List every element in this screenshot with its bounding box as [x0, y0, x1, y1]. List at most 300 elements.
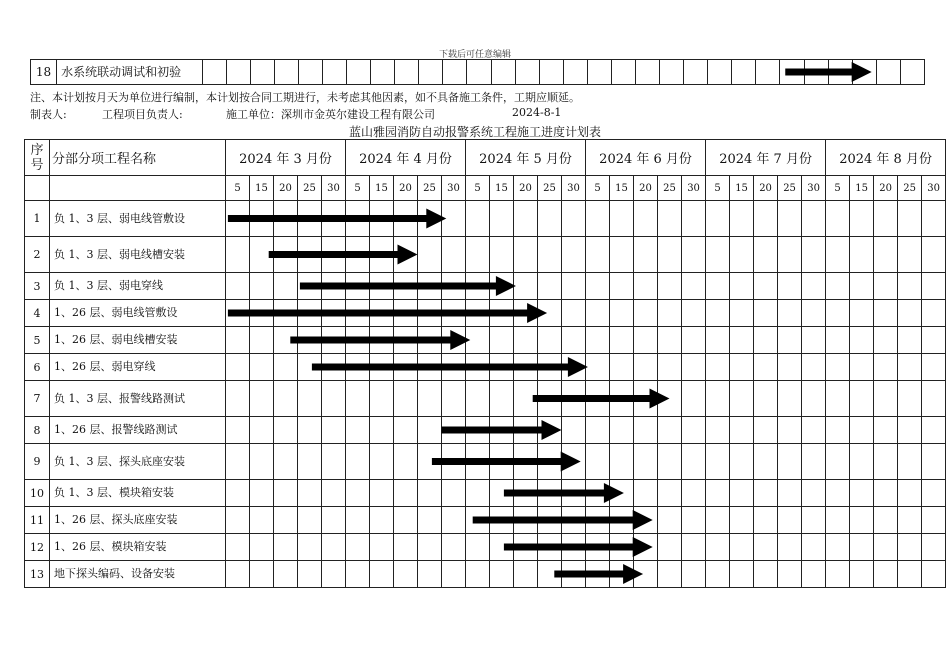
schedule-cell	[850, 534, 874, 561]
schedule-cell	[778, 507, 802, 534]
schedule-cell	[538, 417, 562, 444]
schedule-cell	[586, 480, 610, 507]
schedule-cell	[658, 201, 682, 237]
schedule-cell	[922, 561, 946, 588]
schedule-cell	[418, 354, 442, 381]
schedule-cell	[850, 507, 874, 534]
schedule-cell	[394, 201, 418, 237]
schedule-cell	[826, 381, 850, 417]
schedule-cell	[298, 237, 322, 273]
schedule-cell	[298, 507, 322, 534]
schedule-cell	[850, 237, 874, 273]
schedule-cell	[226, 561, 250, 588]
schedule-cell	[874, 237, 898, 273]
schedule-cell	[898, 300, 922, 327]
schedule-cell	[898, 534, 922, 561]
schedule-cell	[298, 327, 322, 354]
schedule-cell	[514, 561, 538, 588]
schedule-cell	[250, 60, 274, 85]
schedule-cell	[562, 534, 586, 561]
schedule-cell	[442, 354, 466, 381]
schedule-cell	[780, 60, 804, 85]
construction-unit: 施工单位：深圳市金英尔建设工程有限公司	[226, 108, 435, 121]
task-name: 负 1、3 层、模块箱安装	[50, 480, 226, 507]
schedule-cell	[610, 273, 634, 300]
table-row	[25, 444, 946, 480]
schedule-cell	[898, 381, 922, 417]
table-row	[25, 237, 946, 273]
schedule-cell	[634, 354, 658, 381]
schedule-cell	[250, 354, 274, 381]
schedule-cell	[778, 480, 802, 507]
schedule-cell	[634, 237, 658, 273]
schedule-cell	[442, 561, 466, 588]
schedule-cell	[586, 354, 610, 381]
schedule-cell	[634, 534, 658, 561]
schedule-cell	[658, 507, 682, 534]
schedule-cell	[586, 381, 610, 417]
schedule-cell	[562, 381, 586, 417]
schedule-cell	[898, 480, 922, 507]
schedule-cell	[490, 300, 514, 327]
schedule-cell	[514, 201, 538, 237]
schedule-cell	[418, 237, 442, 273]
schedule-cell	[852, 60, 876, 85]
schedule-cell	[562, 327, 586, 354]
schedule-cell	[514, 354, 538, 381]
schedule-cell	[442, 381, 466, 417]
schedule-cell	[874, 480, 898, 507]
schedule-cell	[778, 534, 802, 561]
schedule-cell	[660, 60, 684, 85]
schedule-cell	[706, 561, 730, 588]
schedule-cell	[706, 480, 730, 507]
schedule-cell	[730, 354, 754, 381]
month-header: 2024 年 3 月份	[226, 140, 346, 176]
schedule-cell	[802, 273, 826, 300]
table-row	[25, 561, 946, 588]
schedule-cell	[298, 444, 322, 480]
schedule-cell	[756, 60, 780, 85]
schedule-cell	[394, 534, 418, 561]
schedule-cell	[634, 273, 658, 300]
schedule-cell	[754, 534, 778, 561]
task-name: 负 1、3 层、探头底座安装	[50, 444, 226, 480]
schedule-cell	[922, 381, 946, 417]
schedule-cell	[418, 444, 442, 480]
task-name: 水系统联动调试和初验	[57, 60, 202, 85]
schedule-cell	[754, 417, 778, 444]
schedule-cell	[562, 507, 586, 534]
schedule-cell	[202, 60, 226, 85]
schedule-cell	[418, 417, 442, 444]
schedule-cell	[322, 417, 346, 444]
schedule-cell	[322, 480, 346, 507]
schedule-cell	[274, 534, 298, 561]
schedule-cell	[610, 237, 634, 273]
schedule-cell	[802, 300, 826, 327]
schedule-cell	[754, 201, 778, 237]
schedule-cell	[346, 300, 370, 327]
schedule-cell	[610, 534, 634, 561]
schedule-cell	[515, 60, 539, 85]
schedule-cell	[514, 327, 538, 354]
schedule-cell	[802, 237, 826, 273]
schedule-cell	[658, 561, 682, 588]
schedule-cell	[922, 237, 946, 273]
schedule-cell	[466, 381, 490, 417]
schedule-cell	[538, 354, 562, 381]
schedule-cell	[298, 417, 322, 444]
schedule-cell	[490, 201, 514, 237]
schedule-cell	[610, 354, 634, 381]
schedule-cell	[442, 444, 466, 480]
day-header: 20	[274, 176, 298, 201]
task-name: 负 1、3 层、弱电线管敷设	[50, 201, 226, 237]
schedule-cell	[850, 480, 874, 507]
schedule-cell	[226, 354, 250, 381]
continuation-row-table	[30, 59, 925, 85]
schedule-cell	[371, 60, 395, 85]
schedule-cell	[346, 237, 370, 273]
schedule-cell	[778, 381, 802, 417]
schedule-cell	[346, 444, 370, 480]
number-header: 序号	[25, 140, 50, 176]
schedule-cell	[658, 273, 682, 300]
schedule-cell	[706, 273, 730, 300]
schedule-cell	[586, 507, 610, 534]
day-header: 30	[562, 176, 586, 201]
schedule-cell	[394, 444, 418, 480]
schedule-table	[24, 139, 946, 588]
schedule-cell	[900, 60, 924, 85]
schedule-cell	[346, 507, 370, 534]
task-name: 负 1、3 层、弱电线槽安装	[50, 237, 226, 273]
schedule-cell	[610, 561, 634, 588]
schedule-cell	[802, 381, 826, 417]
day-header: 30	[922, 176, 946, 201]
row-number: 12	[25, 534, 50, 561]
day-header: 25	[298, 176, 322, 201]
row-number: 13	[25, 561, 50, 588]
schedule-cell	[226, 237, 250, 273]
month-header: 2024 年 5 月份	[466, 140, 586, 176]
schedule-cell	[539, 60, 563, 85]
schedule-cell	[442, 237, 466, 273]
schedule-cell	[442, 300, 466, 327]
schedule-cell	[682, 534, 706, 561]
table-row	[31, 60, 925, 85]
schedule-cell	[370, 300, 394, 327]
schedule-cell	[682, 354, 706, 381]
schedule-cell	[419, 60, 443, 85]
row-number: 2	[25, 237, 50, 273]
schedule-cell	[850, 300, 874, 327]
schedule-cell	[274, 60, 298, 85]
day-header: 5	[826, 176, 850, 201]
schedule-cell	[226, 201, 250, 237]
maker-label: 制表人:	[30, 108, 67, 121]
schedule-cell	[682, 201, 706, 237]
schedule-cell	[490, 417, 514, 444]
schedule-cell	[706, 237, 730, 273]
schedule-cell	[587, 60, 611, 85]
schedule-cell	[898, 507, 922, 534]
schedule-cell	[298, 534, 322, 561]
month-header: 2024 年 4 月份	[346, 140, 466, 176]
schedule-cell	[682, 273, 706, 300]
schedule-cell	[274, 417, 298, 444]
schedule-cell	[418, 327, 442, 354]
schedule-cell	[346, 480, 370, 507]
schedule-cell	[394, 480, 418, 507]
day-header: 25	[538, 176, 562, 201]
schedule-cell	[898, 354, 922, 381]
schedule-cell	[850, 273, 874, 300]
page-title: 蓝山雅园消防自动报警系统工程施工进度计划表	[348, 125, 601, 139]
schedule-cell	[826, 480, 850, 507]
schedule-cell	[610, 327, 634, 354]
task-name: 1、26 层、弱电线管敷设	[50, 300, 226, 327]
day-header: 15	[850, 176, 874, 201]
schedule-cell	[322, 354, 346, 381]
schedule-cell	[682, 417, 706, 444]
schedule-cell	[346, 561, 370, 588]
schedule-cell	[634, 444, 658, 480]
schedule-cell	[418, 534, 442, 561]
schedule-cell	[706, 300, 730, 327]
schedule-cell	[250, 273, 274, 300]
schedule-cell	[634, 561, 658, 588]
day-header: 30	[682, 176, 706, 201]
schedule-cell	[466, 201, 490, 237]
schedule-cell	[274, 444, 298, 480]
schedule-cell	[826, 507, 850, 534]
schedule-cell	[274, 237, 298, 273]
schedule-cell	[922, 273, 946, 300]
table-row	[25, 201, 946, 237]
schedule-cell	[874, 273, 898, 300]
schedule-cell	[730, 201, 754, 237]
schedule-cell	[538, 237, 562, 273]
schedule-cell	[442, 507, 466, 534]
schedule-cell	[754, 480, 778, 507]
day-header: 30	[442, 176, 466, 201]
schedule-cell	[611, 60, 635, 85]
schedule-cell	[442, 273, 466, 300]
schedule-cell	[922, 300, 946, 327]
schedule-cell	[706, 534, 730, 561]
schedule-cell	[298, 561, 322, 588]
schedule-cell	[370, 327, 394, 354]
schedule-cell	[634, 381, 658, 417]
schedule-cell	[490, 273, 514, 300]
schedule-cell	[226, 300, 250, 327]
schedule-cell	[322, 327, 346, 354]
schedule-cell	[395, 60, 419, 85]
schedule-cell	[418, 381, 442, 417]
schedule-cell	[442, 417, 466, 444]
schedule-cell	[634, 480, 658, 507]
table-row	[25, 381, 946, 417]
schedule-cell	[730, 534, 754, 561]
row-number: 5	[25, 327, 50, 354]
day-header: 15	[610, 176, 634, 201]
schedule-cell	[250, 327, 274, 354]
schedule-cell	[466, 354, 490, 381]
schedule-cell	[346, 327, 370, 354]
day-header: 15	[730, 176, 754, 201]
day-header: 15	[370, 176, 394, 201]
schedule-cell	[370, 237, 394, 273]
schedule-cell	[802, 354, 826, 381]
schedule-cell	[706, 381, 730, 417]
schedule-cell	[898, 201, 922, 237]
schedule-cell	[274, 480, 298, 507]
schedule-cell	[370, 354, 394, 381]
schedule-cell	[490, 444, 514, 480]
schedule-cell	[898, 237, 922, 273]
schedule-cell	[370, 561, 394, 588]
schedule-cell	[850, 417, 874, 444]
schedule-cell	[876, 60, 900, 85]
schedule-cell	[226, 480, 250, 507]
schedule-cell	[490, 534, 514, 561]
schedule-cell	[754, 237, 778, 273]
schedule-cell	[490, 237, 514, 273]
schedule-cell	[394, 300, 418, 327]
schedule-cell	[274, 354, 298, 381]
schedule-cell	[563, 60, 587, 85]
day-header: 5	[226, 176, 250, 201]
day-header: 5	[466, 176, 490, 201]
day-header: 20	[754, 176, 778, 201]
schedule-cell	[394, 507, 418, 534]
schedule-cell	[562, 561, 586, 588]
schedule-cell	[826, 237, 850, 273]
task-name: 1、26 层、报警线路测试	[50, 417, 226, 444]
task-name: 1、26 层、探头底座安装	[50, 507, 226, 534]
schedule-cell	[298, 273, 322, 300]
day-header: 5	[346, 176, 370, 201]
empty-header-cell	[25, 176, 50, 201]
schedule-cell	[370, 444, 394, 480]
schedule-cell	[922, 201, 946, 237]
table-row	[25, 480, 946, 507]
schedule-cell	[922, 417, 946, 444]
month-header: 2024 年 8 月份	[826, 140, 946, 176]
task-name: 地下探头编码、设备安装	[50, 561, 226, 588]
schedule-cell	[610, 507, 634, 534]
schedule-cell	[586, 273, 610, 300]
schedule-cell	[706, 417, 730, 444]
schedule-cell	[586, 561, 610, 588]
schedule-cell	[586, 417, 610, 444]
schedule-cell	[658, 417, 682, 444]
day-header: 30	[802, 176, 826, 201]
plan-note: 注、本计划按月天为单位进行编制，本计划按合同工期进行，未考虑其他因素，如不具备施工条件，工期应顺延。	[30, 91, 580, 104]
schedule-cell	[514, 480, 538, 507]
schedule-cell	[658, 534, 682, 561]
schedule-cell	[610, 381, 634, 417]
schedule-cell	[850, 201, 874, 237]
schedule-cell	[418, 273, 442, 300]
schedule-cell	[610, 480, 634, 507]
schedule-cell	[754, 444, 778, 480]
row-number: 1	[25, 201, 50, 237]
schedule-cell	[538, 381, 562, 417]
schedule-cell	[778, 327, 802, 354]
schedule-cell	[274, 201, 298, 237]
schedule-cell	[322, 507, 346, 534]
schedule-cell	[898, 327, 922, 354]
schedule-cell	[586, 237, 610, 273]
schedule-cell	[802, 327, 826, 354]
schedule-cell	[730, 444, 754, 480]
schedule-cell	[394, 381, 418, 417]
schedule-cell	[778, 300, 802, 327]
schedule-cell	[466, 507, 490, 534]
schedule-cell	[874, 381, 898, 417]
table-row	[25, 417, 946, 444]
month-header: 2024 年 6 月份	[586, 140, 706, 176]
schedule-cell	[346, 273, 370, 300]
schedule-cell	[874, 444, 898, 480]
schedule-cell	[226, 507, 250, 534]
day-header: 20	[874, 176, 898, 201]
schedule-cell	[418, 300, 442, 327]
schedule-cell	[490, 561, 514, 588]
schedule-cell	[394, 327, 418, 354]
schedule-cell	[922, 507, 946, 534]
schedule-cell	[610, 444, 634, 480]
schedule-cell	[490, 507, 514, 534]
schedule-cell	[370, 480, 394, 507]
schedule-cell	[922, 327, 946, 354]
schedule-cell	[250, 561, 274, 588]
schedule-cell	[514, 507, 538, 534]
schedule-cell	[730, 417, 754, 444]
schedule-cell	[514, 381, 538, 417]
schedule-cell	[802, 444, 826, 480]
schedule-cell	[874, 201, 898, 237]
schedule-cell	[850, 327, 874, 354]
day-header: 20	[634, 176, 658, 201]
schedule-cell	[850, 381, 874, 417]
schedule-cell	[898, 561, 922, 588]
schedule-cell	[730, 561, 754, 588]
schedule-cell	[250, 480, 274, 507]
schedule-cell	[346, 381, 370, 417]
schedule-cell	[610, 201, 634, 237]
task-name: 1、26 层、弱电线槽安装	[50, 327, 226, 354]
schedule-cell	[778, 273, 802, 300]
schedule-cell	[828, 60, 852, 85]
schedule-cell	[490, 327, 514, 354]
schedule-cell	[466, 480, 490, 507]
day-header: 5	[586, 176, 610, 201]
schedule-cell	[370, 201, 394, 237]
schedule-cell	[802, 534, 826, 561]
row-number: 9	[25, 444, 50, 480]
schedule-cell	[706, 327, 730, 354]
schedule-cell	[634, 327, 658, 354]
schedule-cell	[538, 480, 562, 507]
schedule-cell	[538, 561, 562, 588]
schedule-cell	[226, 60, 250, 85]
schedule-cell	[684, 60, 708, 85]
schedule-cell	[826, 327, 850, 354]
